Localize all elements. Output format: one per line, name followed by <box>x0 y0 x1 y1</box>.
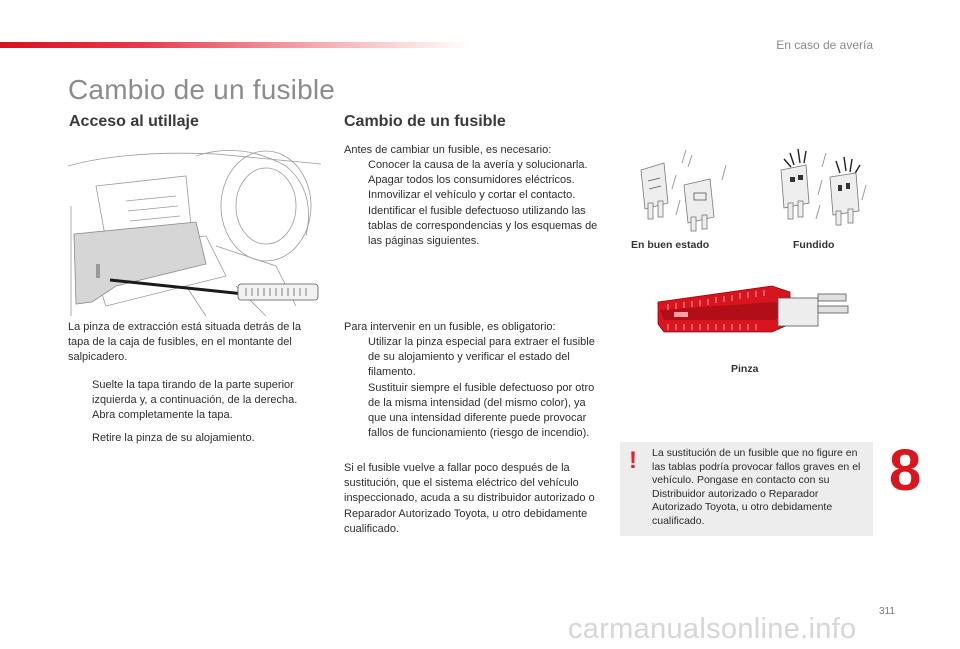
blown-fuse-illustration <box>776 145 876 235</box>
pliers-illustration <box>654 280 852 342</box>
page-number: 311 <box>879 606 895 617</box>
list-item: Apagar todos los consumidores eléctricos. <box>368 174 575 187</box>
tool-location-text: La pinza de extracción está situada detrás de la tapa de la caja de fusibles, en el montante del salpicadero. <box>68 321 301 364</box>
warning-box <box>620 442 873 536</box>
chapter-number: 8 <box>889 438 922 503</box>
blown-fuse-caption: Fundido <box>793 239 835 251</box>
warning-text: La sustitución de un fusible que no figure en las tablas podría provocar fallos graves en el vehículo. Pongase en contacto con su Distribuidor autorizado o Reparador Autorizado Toyota, u otro debidamente cualificado. <box>652 447 861 527</box>
good-fuse-illustration <box>636 145 736 235</box>
intervene-list <box>344 335 606 441</box>
left-steps-list <box>68 378 322 446</box>
list-item: Suelte la tapa tirando de la parte superior izquierda y, a continuación, de la derecha. <box>92 379 298 407</box>
list-item: Retire la pinza de su alojamiento. <box>92 431 255 444</box>
heading-fuse-change: Cambio de un fusible <box>344 113 506 130</box>
before-list <box>344 158 606 249</box>
dashboard-illustration <box>66 146 324 318</box>
good-fuse-caption: En buen estado <box>631 239 710 251</box>
list-item: Abra completamente la tapa. <box>92 409 233 422</box>
before-intro: Antes de cambiar un fusible, es necesario: <box>344 144 552 156</box>
pliers-caption: Pinza <box>731 363 759 375</box>
section-title: En caso de avería <box>776 38 873 52</box>
warning-icon: ! <box>629 447 637 474</box>
page-title: Cambio de un fusible <box>68 74 336 105</box>
list-item: Identificar el fusible defectuoso utilizando las tablas de correspondencias y los esquemas de las páginas siguientes. <box>368 204 598 248</box>
heading-tool-access: Acceso al utillaje <box>69 113 199 130</box>
header-accent-bar <box>0 42 470 48</box>
list-item: Utilizar la pinza especial para extraer el fusible de su alojamiento y verificar el estado del filamento. <box>368 336 595 379</box>
list-item: Inmovilizar el vehículo y cortar el contacto. <box>368 189 576 202</box>
closing-text: Si el fusible vuelve a fallar poco después de la sustitución, que el sistema eléctrico del vehículo inspeccionado, acuda a su distribuidor autorizado o Reparador Autorizado Toyota, u otro debidamente cualificado. <box>344 462 595 535</box>
list-item: Sustituir siempre el fusible defectuoso por otro de la misma intensidad (del mismo color), ya que una intensidad diferente puede provocar fallos de funcionamiento (riesgo de incendio). <box>368 381 595 440</box>
watermark: carmanualsonline.info <box>568 613 857 645</box>
list-item: Conocer la causa de la avería y solucionarla. <box>368 159 588 171</box>
intervene-intro: Para intervenir en un fusible, es obligatorio: <box>344 321 556 333</box>
